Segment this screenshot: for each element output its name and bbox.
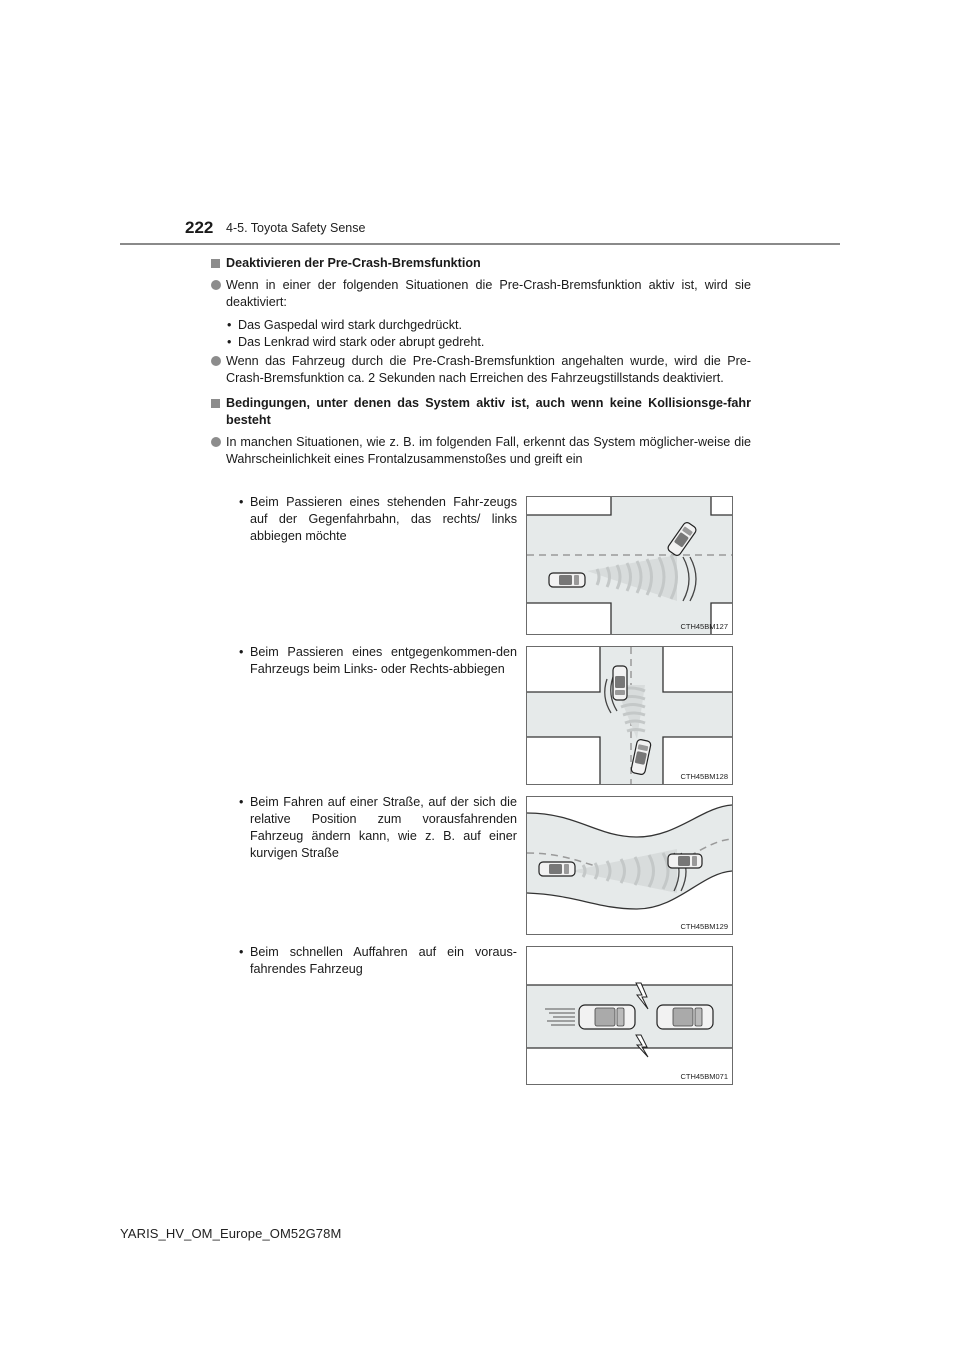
figure-code: CTH45BM129 bbox=[680, 922, 728, 931]
heading-text: Bedingungen, unter denen das System aktiv ist, auch wenn keine Kollisionsge-fahr besteht bbox=[226, 396, 751, 427]
curved-road-illustration bbox=[527, 797, 732, 934]
figure-caption: • Beim Passieren eines entgegenkommen-den Fahrzeugs beim Links- oder Rechts-abbiegen bbox=[238, 644, 517, 678]
illustration-curved-road bbox=[526, 796, 733, 935]
illustration-rear-end bbox=[526, 946, 733, 1085]
figure-code: CTH45BM071 bbox=[680, 1072, 728, 1081]
square-bullet-icon bbox=[211, 399, 220, 408]
sub-list bbox=[226, 317, 751, 351]
intersection-illustration bbox=[527, 647, 732, 784]
figure-caption: • Beim Fahren auf einer Straße, auf der sich die relative Position zum vorausfahrenden Fahrzeug ändern kann, wie z. B. auf einer kurvigen Straße bbox=[238, 794, 517, 862]
page-number: 222 bbox=[185, 218, 214, 237]
figure-caption: • Beim Passieren eines stehenden Fahr-zeugs auf der Gegenfahrbahn, das rechts/ links abbiegen möchte bbox=[238, 494, 517, 545]
heading-conditions bbox=[211, 395, 751, 429]
figure-code: CTH45BM128 bbox=[680, 772, 728, 781]
figure-caption: • Beim schnellen Auffahren auf ein voraus-fahrendes Fahrzeug bbox=[238, 944, 517, 978]
paragraph-text: In manchen Situationen, wie z. B. im folgenden Fall, erkennt das System möglicher-weise die Wahrscheinlichkeit eines Frontalzusammenstoßes und greift ein bbox=[226, 435, 751, 466]
square-bullet-icon bbox=[211, 259, 220, 268]
sub-list-item: • Das Lenkrad wird stark oder abrupt gedreht. bbox=[226, 334, 751, 351]
rear-end-illustration bbox=[527, 947, 732, 1084]
header-divider bbox=[120, 243, 840, 245]
sub-list-item: • Das Gaspedal wird stark durchgedrückt. bbox=[226, 317, 751, 334]
illustration-intersection-turning bbox=[526, 496, 733, 635]
document-id: YARIS_HV_OM_Europe_OM52G78M bbox=[120, 1226, 342, 1241]
paragraph-text: Wenn das Fahrzeug durch die Pre-Crash-Bremsfunktion angehalten wurde, wird die Pre-Crash-Bremsfunktion ca. 2 Sekunden nach Erreichen des Fahrzeugstillstands deaktiviert. bbox=[226, 354, 751, 385]
figure-code: CTH45BM127 bbox=[680, 622, 728, 631]
list-item bbox=[211, 277, 751, 311]
intersection-illustration bbox=[527, 497, 732, 634]
list-item bbox=[211, 434, 751, 468]
main-content bbox=[211, 255, 751, 473]
circle-bullet-icon bbox=[211, 437, 221, 447]
circle-bullet-icon bbox=[211, 356, 221, 366]
section-title: 4-5. Toyota Safety Sense bbox=[226, 221, 366, 235]
paragraph-text: Wenn in einer der folgenden Situationen die Pre-Crash-Bremsfunktion aktiv ist, wird sie deaktiviert: bbox=[226, 278, 751, 309]
list-item bbox=[211, 353, 751, 387]
circle-bullet-icon bbox=[211, 280, 221, 290]
heading-deactivate bbox=[211, 255, 751, 272]
illustration-oncoming-turn bbox=[526, 646, 733, 785]
heading-text: Deaktivieren der Pre-Crash-Bremsfunktion bbox=[226, 256, 481, 270]
